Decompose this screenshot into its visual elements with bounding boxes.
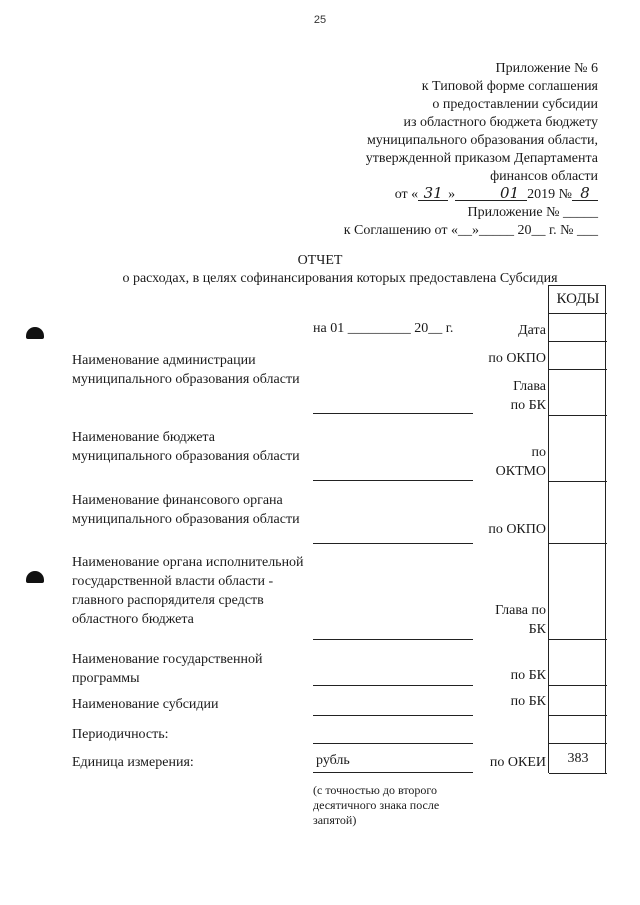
header-line: к Типовой форме соглашения: [421, 79, 598, 94]
order-number: 8: [572, 186, 598, 201]
order-year: 2019 №: [527, 187, 572, 202]
binding-mark: [26, 571, 44, 583]
finorgan-name-field[interactable]: [313, 543, 473, 544]
header-block: [344, 60, 598, 240]
gov-organ-field[interactable]: [313, 639, 473, 640]
header-line: муниципального образования области,: [366, 133, 598, 148]
program-code-label: по БК: [510, 668, 546, 683]
budget-code-label: по ОКТМО: [495, 445, 546, 479]
gov-organ-code-label: Глава по БК: [495, 603, 546, 637]
order-mid: »: [448, 187, 456, 202]
admin-name-label: Наименование администрации муниципального образования области: [72, 353, 300, 387]
header-line: финансов области: [490, 169, 598, 184]
subsidy-bk-code-cell[interactable]: [549, 686, 607, 716]
bk-code-cell[interactable]: [549, 370, 607, 416]
program-label: Наименование государственной программы: [72, 652, 263, 686]
agreement-line: к Соглашению от «__»_____ 20__ г. № ___: [343, 223, 598, 238]
subsidy-field[interactable]: [313, 715, 473, 716]
okei-code-cell: 383: [549, 744, 607, 774]
order-prefix: от «: [394, 187, 419, 202]
budget-name-field[interactable]: [313, 480, 473, 481]
subsidy-code-label: по БК: [510, 694, 546, 709]
admin-name-field[interactable]: [313, 413, 473, 414]
header-line: утвержденной приказом Департамента: [365, 151, 598, 166]
period-code-cell[interactable]: [549, 716, 607, 744]
okpo-code-label: по ОКПО: [488, 351, 546, 366]
finorgan-code-label: по ОКПО: [488, 522, 546, 537]
gov-organ-label: Наименование органа исполнительной государственной власти области - главного распорядителя средств областного бюджета: [72, 555, 304, 627]
subsidy-label: Наименование субсидии: [72, 697, 219, 712]
header-line: Приложение № 6: [495, 61, 598, 76]
report-subtitle: о расходах, в целях софинансирования которых предоставлена Субсидия: [122, 271, 558, 286]
periodicity-field[interactable]: [313, 743, 473, 744]
binding-mark: [26, 327, 44, 339]
report-date-line: на 01 _________ 20__ г.: [313, 321, 454, 336]
unit-value: рубль: [316, 753, 350, 768]
okpo-code-cell[interactable]: [549, 342, 607, 370]
codes-header: КОДЫ: [549, 286, 607, 314]
order-date-line: [344, 186, 598, 204]
unit-field[interactable]: [313, 772, 473, 773]
order-month: 01: [455, 186, 527, 201]
date-code-cell[interactable]: [549, 314, 607, 342]
header-line: о предоставлении субсидии: [432, 97, 598, 112]
program-field[interactable]: [313, 685, 473, 686]
fin-okpo-code-cell[interactable]: [549, 482, 607, 544]
finorgan-name-label: Наименование финансового органа муниципального образования области: [72, 493, 300, 527]
unit-label: Единица измерения:: [72, 755, 194, 770]
gov-bk-code-cell[interactable]: [549, 544, 607, 640]
appendix-line: Приложение № _____: [467, 205, 598, 220]
report-title: ОТЧЕТ: [297, 253, 343, 268]
oktmo-code-cell[interactable]: [549, 416, 607, 482]
order-day: 31: [418, 186, 448, 201]
codes-column: [548, 285, 606, 773]
periodicity-label: Периодичность:: [72, 727, 169, 742]
unit-note: (с точностью до второго десятичного знака после запятой): [313, 783, 440, 827]
budget-name-label: Наименование бюджета муниципального образования области: [72, 430, 300, 464]
header-line: из областного бюджета бюджету: [403, 115, 598, 130]
page-number: 25: [313, 14, 327, 26]
admin-code-label: Глава по БК: [510, 379, 546, 413]
program-bk-code-cell[interactable]: [549, 640, 607, 686]
okei-code-label: по ОКЕИ: [489, 755, 546, 770]
date-code-label: Дата: [518, 323, 546, 338]
